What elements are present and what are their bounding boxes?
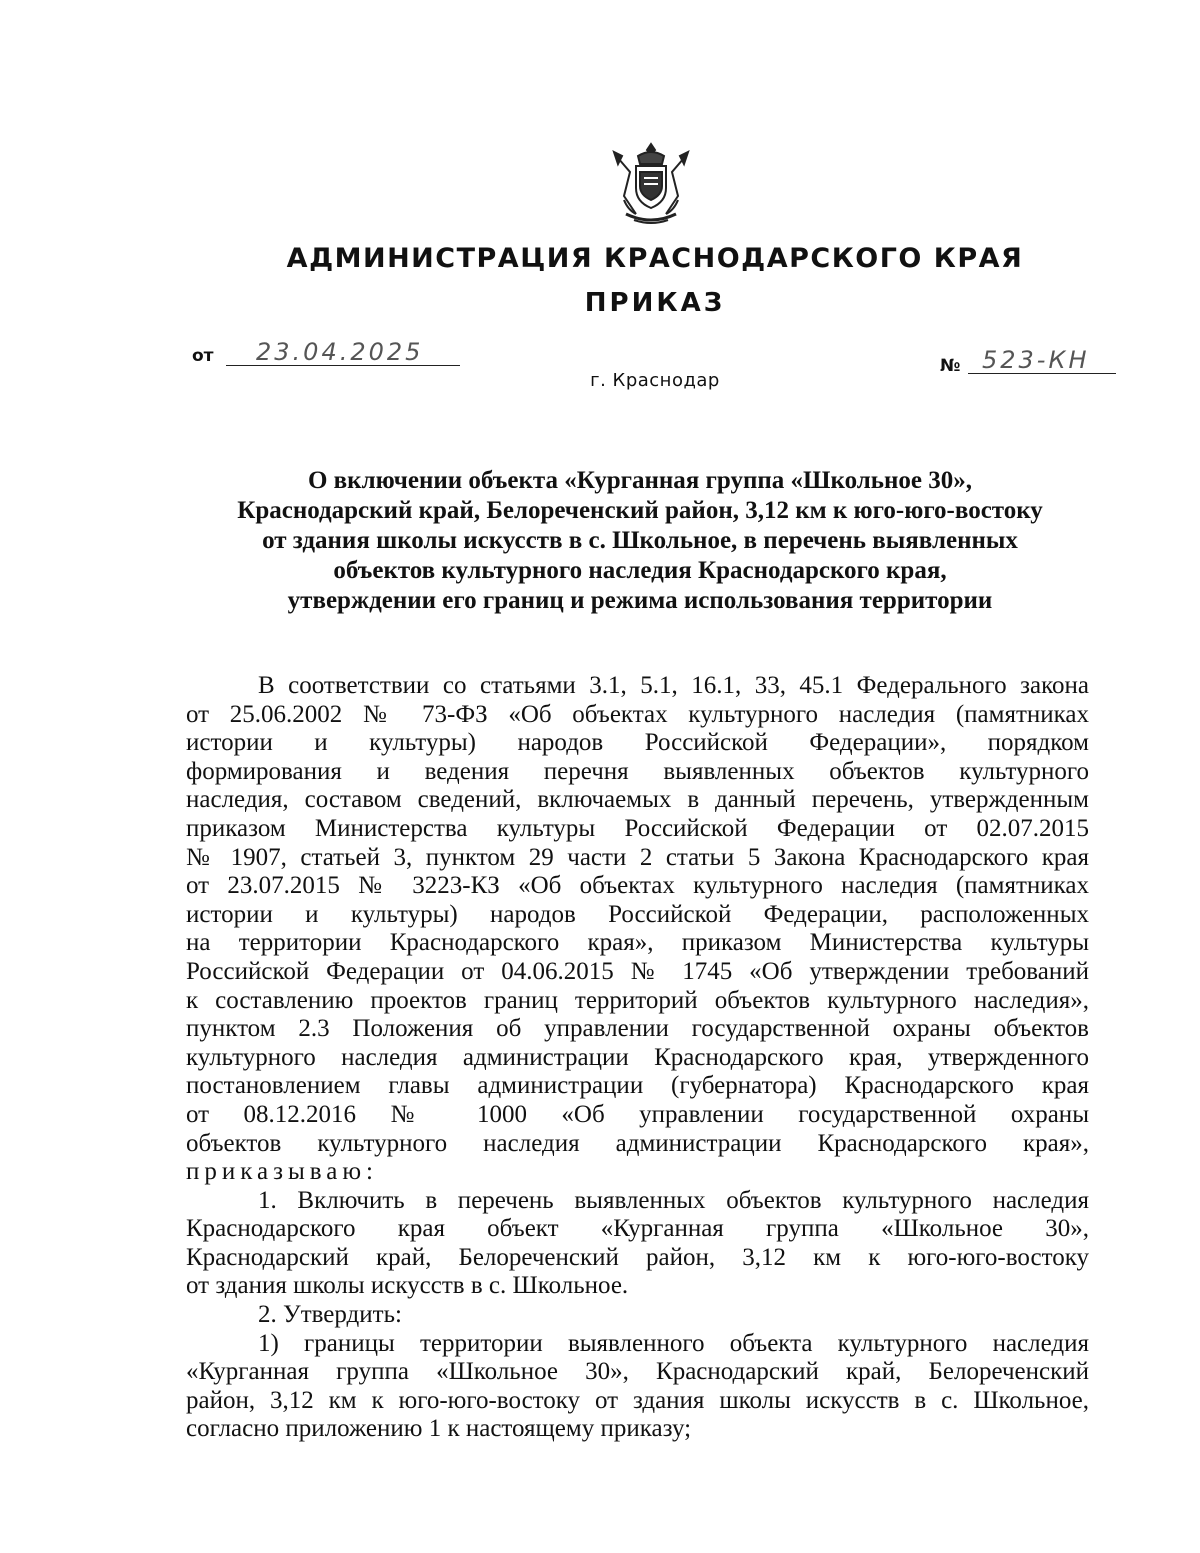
title-line: объектов культурного наследия Краснодарского края, <box>333 557 947 584</box>
document-type: ПРИКАЗ <box>584 288 726 318</box>
body-line: на территории Краснодарского края», приказом Министерства культуры <box>186 929 1089 957</box>
body-line: Краснодарский край, Белореченский район, 3,12 км к юго-юго-востоку <box>186 1243 1089 1271</box>
body-line: истории и культуры) народов Российской Федерации, расположенных <box>186 900 1089 928</box>
order-title <box>190 466 1090 616</box>
coat-of-arms-icon <box>608 140 694 228</box>
number-value: 523-КН <box>968 348 1116 374</box>
body-line: объектов культурного наследия администрации Краснодарского края», <box>186 1129 1089 1157</box>
body-line: приказом Министерства культуры Российской Федерации от 02.07.2015 <box>186 814 1089 842</box>
title-line: О включении объекта «Курганная группа «Школьное 30», <box>307 467 972 494</box>
body-line: от 23.07.2015 № 3223-КЗ «Об объектах культурного наследия (памятниках <box>186 872 1089 900</box>
body-line: «Курганная группа «Школьное 30», Краснодарский край, Белореченский <box>186 1358 1089 1386</box>
body-line: к составлению проектов границ территорий объектов культурного наследия», <box>186 986 1089 1014</box>
title-line: утверждении его границ и режима использования территории <box>287 587 993 614</box>
body-line: 1) границы территории выявленного объекта культурного наследия <box>258 1329 1089 1357</box>
body-line: № 1907, статьей 3, пунктом 29 части 2 статьи 5 Закона Краснодарского края <box>186 843 1089 871</box>
body-line: наследия, составом сведений, включаемых в данный перечень, утвержденным <box>186 786 1089 814</box>
body-line: Краснодарского края объект «Курганная группа «Школьное 30», <box>186 1215 1089 1243</box>
body-line: 1. Включить в перечень выявленных объектов культурного наследия <box>258 1186 1089 1214</box>
organization-name: АДМИНИСТРАЦИЯ КРАСНОДАРСКОГО КРАЯ <box>286 243 1024 274</box>
title-line: Краснодарский край, Белореченский район, 3,12 км к юго-юго-востоку <box>237 497 1043 524</box>
body-line: от 08.12.2016 № 1000 «Об управлении государственной охраны <box>186 1100 1089 1128</box>
body-line: формирования и ведения перечня выявленных объектов культурного <box>186 757 1089 785</box>
body-line: район, 3,12 км к юго-юго-востоку от здания школы искусств в с. Школьное, <box>186 1386 1089 1414</box>
body-line: 2. Утвердить: <box>258 1301 402 1329</box>
body-line: В соответствии со статьями 3.1, 5.1, 16.1, 33, 45.1 Федерального закона <box>258 672 1089 699</box>
body-line: от здания школы искусств в с. Школьное. <box>186 1272 629 1300</box>
body-line: культурного наследия администрации Краснодарского края, утвержденного <box>186 1043 1089 1071</box>
city: г. Краснодар <box>590 370 720 391</box>
body-line: согласно приложению 1 к настоящему приказу; <box>186 1415 692 1443</box>
body-line: пунктом 2.3 Положения об управлении государственной охраны объектов <box>186 1015 1089 1043</box>
body-line: постановлением главы администрации (губернатора) Краснодарского края <box>186 1072 1089 1100</box>
order-body <box>186 672 1089 1444</box>
title-line: от здания школы искусств в с. Школьное, в перечень выявленных <box>262 527 1018 554</box>
date-value: 23.04.2025 <box>226 340 460 366</box>
body-line: Российской Федерации от 04.06.2015 № 1745 «Об утверждении требований <box>186 957 1089 985</box>
body-line: от 25.06.2002 № 73-ФЗ «Об объектах культурного наследия (памятниках <box>186 700 1089 728</box>
order-keyword: приказываю: <box>186 1158 378 1186</box>
number-label: № <box>940 356 961 376</box>
body-line: истории и культуры) народов Российской Федерации», порядком <box>186 729 1089 757</box>
date-label: от <box>192 346 214 366</box>
